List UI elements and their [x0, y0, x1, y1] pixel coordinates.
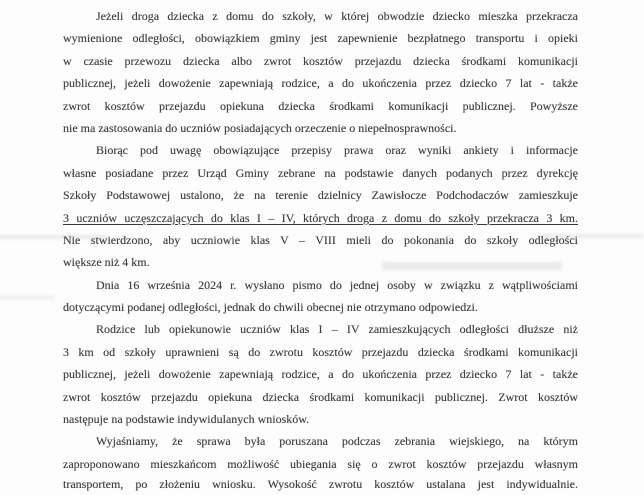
text-line: 3 km od szkoły uprawnieni są do zwrotu kosztów przejazdu dziecka środkami komunikacji	[63, 344, 578, 359]
text-line: publicznej, jeżeli dowożenie zapewniają rodzice, a do ukończenia przez dziecko 7 lat - także	[63, 367, 578, 382]
paragraph	[63, 318, 578, 430]
paragraph	[63, 430, 578, 491]
paragraph	[63, 139, 578, 273]
text-line: Dnia 16 września 2024 r. wysłano pismo do jednej osoby w związku z wątpliwościami	[96, 277, 578, 292]
text-line: Wyjaśniamy, że sprawa była poruszana podczas zebrania wiejskiego, na którym	[96, 434, 578, 449]
text-line: wymienione odległości, obowiązkiem gminy jest zapewnienie bezpłatnego transportu i opieki	[63, 31, 578, 46]
text-line: nie ma zastosowania do uczniów posiadających orzeczenie o niepełnosprawności.	[63, 120, 457, 135]
text-line: Jeżeli droga dziecka z domu do szkoły, w której obwodzie dziecko mieszka przekracza	[96, 9, 578, 23]
text-line: zaproponowano mieszkańcom możliwość ubiegania się o zwrot kosztów przejazdu własnym	[63, 456, 578, 471]
text-line: większe niż 4 km.	[63, 255, 150, 270]
text-line: własne posiadane przez Urząd Gminy zebrane na podstawie danych podanych przez dyrekcję	[63, 165, 578, 180]
text-line: Szkoły Podstawowej ustalono, że na terenie dzielnicy Zawisłocze Podchodaczów zamieszkuje	[63, 188, 578, 203]
text-line: następuje na podstawie indywidulanych wniosków.	[63, 412, 310, 427]
text-line: Nie stwierdzono, aby uczniowie klas V – VIII mieli do pokonania do szkoły odległości	[63, 232, 578, 247]
clipped-text-line: transportem, po złożeniu wniosku. Wysokość zwrotu kosztów ustalana jest indywidualnie.	[63, 477, 578, 491]
text-line: Rodzice lub opiekunowie uczniów klas I – IV zamieszkujących odległości dłuższe niż	[96, 322, 578, 337]
paragraph	[63, 5, 578, 139]
text-line: w czasie przewozu dziecka albo zwrot kosztów przejazdu dziecka środkami komunikacji	[63, 53, 578, 68]
underlined-text-line: 3 uczniów uczęszczających do klas I – IV, których droga z domu do szkoły przekracza 3 km.	[63, 210, 578, 225]
paragraph	[63, 274, 578, 319]
scan-streak	[0, 296, 54, 299]
text-line: zwrot kosztów przejazdu opiekuna dziecka środkami komunikacji publicznej. Powyższe	[63, 98, 578, 113]
text-line: Biorąc pod uwagę obowiązujące przepisy prawa oraz wyniki ankiety i informacje	[96, 143, 578, 158]
text-line: dotyczącymi podanej odległości, jednak do chwili obecnej nie otrzymano odpowiedzi.	[63, 300, 478, 315]
text-line: zwrot kosztów przejazdu opiekuna dziecka środkami komunikacji publicznej. Zwrot kosztów	[63, 389, 578, 404]
text-line: publicznej, jeżeli dowożenie zapewniają rodzice, a do ukończenia przez dziecko 7 lat - także	[63, 76, 578, 91]
